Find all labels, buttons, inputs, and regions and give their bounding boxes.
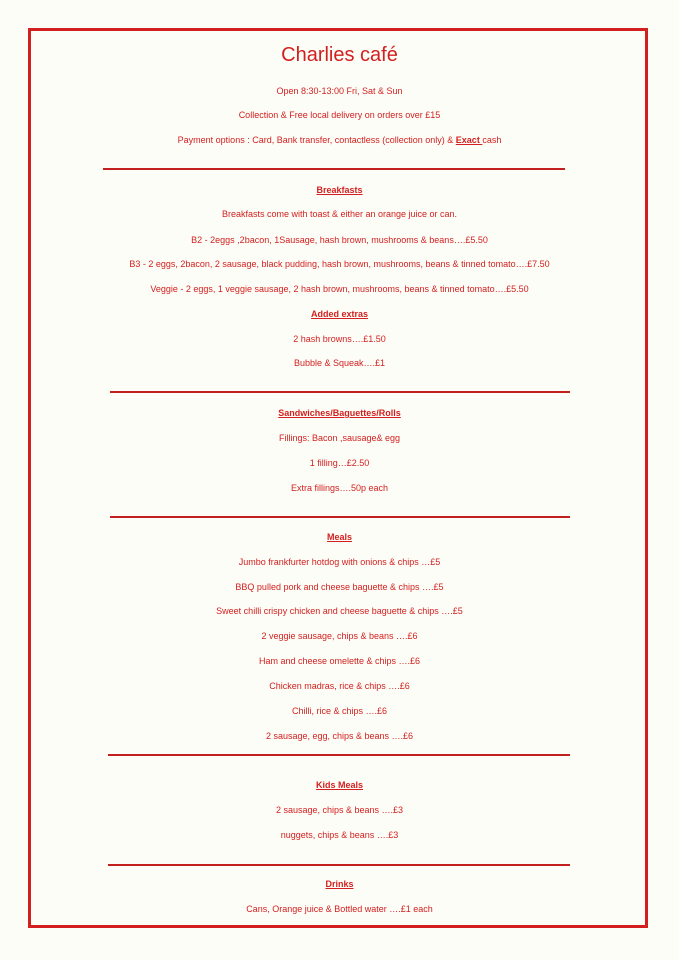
section-divider xyxy=(108,754,570,756)
kids-meals-heading: Kids Meals xyxy=(315,780,364,790)
breakfasts-note: Breakfasts come with toast & either an orange juice or can. xyxy=(221,209,458,219)
menu-item: 2 sausage, chips & beans ….£3 xyxy=(275,805,404,815)
menu-item: 2 veggie sausage, chips & beans ….£6 xyxy=(261,631,418,641)
delivery-info: Collection & Free local delivery on orders over £15 xyxy=(238,110,441,120)
extras-heading: Added extras xyxy=(310,309,369,319)
menu-item: Chicken madras, rice & chips ….£6 xyxy=(269,681,410,691)
menu-item: Chilli, rice & chips ….£6 xyxy=(291,706,388,716)
menu-item: B3 - 2 eggs, 2bacon, 2 sausage, black pudding, hash brown, mushrooms, beans & tinned tomato….£7.50 xyxy=(129,259,550,269)
drinks-heading: Drinks xyxy=(325,879,354,889)
section-divider xyxy=(110,516,570,518)
payment-options xyxy=(0,135,679,145)
section-divider xyxy=(103,168,565,170)
menu-item: Sweet chilli crispy chicken and cheese baguette & chips ….£5 xyxy=(216,606,463,616)
payment-cash-text: cash xyxy=(482,135,502,145)
payment-exact-text: Exact xyxy=(455,135,483,145)
section-divider xyxy=(110,391,570,393)
menu-item: B2 - 2eggs ,2bacon, 1Sausage, hash brown, mushrooms & beans….£5.50 xyxy=(191,235,488,245)
menu-item: Veggie - 2 eggs, 1 veggie sausage, 2 hash brown, mushrooms, beans & tinned tomato….£5.50 xyxy=(150,284,529,294)
menu-item: 2 sausage, egg, chips & beans ….£6 xyxy=(265,731,414,741)
menu-item: Jumbo frankfurter hotdog with onions & chips …£5 xyxy=(238,557,441,567)
menu-item: Fillings: Bacon ,sausage& egg xyxy=(278,433,401,443)
menu-item: Bubble & Squeak….£1 xyxy=(293,358,386,368)
menu-item: 2 hash browns….£1.50 xyxy=(293,334,386,344)
menu-item: nuggets, chips & beans ….£3 xyxy=(280,830,399,840)
menu-item: BBQ pulled pork and cheese baguette & chips ….£5 xyxy=(235,582,444,592)
menu-item: 1 filling…£2.50 xyxy=(309,458,370,468)
breakfasts-heading: Breakfasts xyxy=(316,185,363,195)
menu-item: Extra fillings….50p each xyxy=(290,483,389,493)
opening-hours: Open 8:30-13:00 Fri, Sat & Sun xyxy=(276,86,403,96)
menu-item: Ham and cheese omelette & chips ….£6 xyxy=(258,656,421,666)
meals-heading: Meals xyxy=(326,532,352,542)
menu-item: Cans, Orange juice & Bottled water ….£1 each xyxy=(246,904,433,914)
menu-border xyxy=(28,28,648,928)
payment-options-text: Payment options : Card, Bank transfer, contactless (collection only) & xyxy=(177,135,456,145)
cafe-title: Charlies café xyxy=(281,44,398,66)
sandwiches-heading: Sandwiches/Baguettes/Rolls xyxy=(278,408,401,418)
section-divider xyxy=(108,864,570,866)
